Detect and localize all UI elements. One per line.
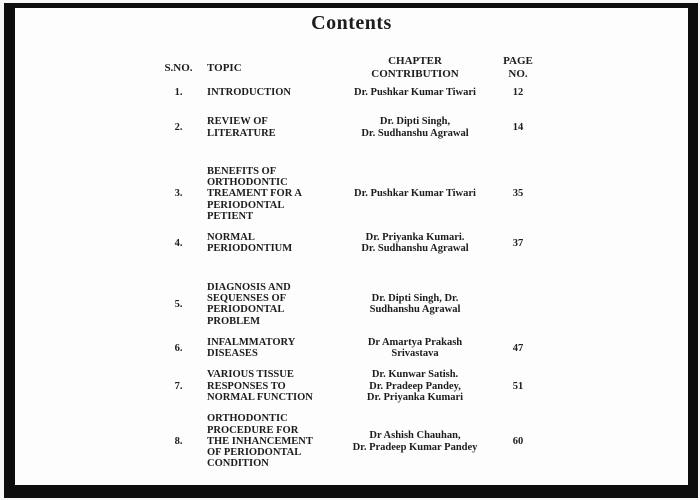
contribution-cell-line: Dr. Dipti Singh, [379, 116, 451, 128]
column-header-contrib [345, 55, 485, 81]
topic-cell-line: DIAGNOSIS AND [207, 281, 291, 293]
topic-cell-line: PERIODONTAL [207, 304, 285, 316]
page-cell-line: 12 [512, 86, 524, 98]
column-header-page [485, 55, 551, 81]
table-row [150, 409, 551, 475]
topic-cell-line: DISEASES [207, 348, 258, 360]
table-row [150, 83, 551, 104]
table-row [150, 333, 551, 366]
topic-cell-line: TREAMENT FOR A [207, 188, 302, 200]
table-row [150, 144, 551, 227]
sno-cell [150, 88, 207, 99]
topic-cell [207, 88, 345, 99]
contribution-cell [345, 338, 485, 361]
page-cell [485, 381, 551, 392]
contribution-cell-line: Dr. Kunwar Satish. [371, 369, 459, 381]
column-header-sno-line: S.NO. [164, 61, 193, 74]
contribution-cell-line: Dr. Priyanka Kumari [366, 392, 464, 404]
topic-cell [207, 166, 345, 222]
contribution-cell [345, 189, 485, 200]
sno-cell-line: 8. [174, 435, 183, 447]
sno-cell [150, 238, 207, 249]
topic-cell [207, 414, 345, 470]
topic-cell-line: PETIENT [207, 210, 254, 222]
contribution-cell [345, 294, 485, 317]
column-header-contrib-line: CONTRIBUTION [371, 68, 459, 81]
contribution-cell [345, 370, 485, 404]
sno-cell-line: 5. [174, 298, 183, 310]
contribution-cell-line: Sudhanshu Agrawal [369, 304, 461, 316]
page-cell [485, 122, 551, 133]
topic-cell-line: PERIODONTIUM [207, 243, 293, 255]
contribution-cell [345, 431, 485, 454]
contents-table [150, 51, 551, 475]
sno-cell [150, 122, 207, 133]
topic-cell-line: ORTHODONTIC [207, 177, 288, 189]
topic-cell-line: ORTHODONTIC [207, 413, 288, 425]
table-row [150, 260, 551, 332]
contribution-cell-line: Dr Ashish Chauhan, [369, 430, 461, 442]
contribution-cell-line: Dr. Pradeep Kumar Pandey [352, 441, 478, 453]
topic-cell-line: NORMAL [207, 232, 255, 244]
sno-cell-line: 4. [174, 237, 183, 249]
topic-cell [207, 338, 345, 361]
contribution-cell-line: Dr. Dipti Singh, Dr. [371, 293, 459, 305]
sno-cell [150, 343, 207, 354]
contribution-cell-line: Dr. Sudhanshu Agrawal [361, 243, 469, 255]
topic-cell-line: OF PERIODONTAL [207, 447, 302, 459]
contribution-cell-line: Dr. Pradeep Pandey, [369, 380, 461, 392]
page-cell [485, 238, 551, 249]
table-row [150, 104, 551, 145]
table-row [150, 365, 551, 409]
column-header-page-line: NO. [508, 68, 528, 81]
topic-cell-line: SEQUENSES OF [207, 293, 287, 305]
sno-cell-line: 6. [174, 342, 183, 354]
topic-cell-line: REVIEW OF [207, 116, 268, 128]
topic-cell-line: NORMAL FUNCTION [207, 392, 313, 404]
page-border [4, 3, 698, 498]
page-cell-line: 14 [512, 121, 524, 133]
topic-cell-line: INTRODUCTION [207, 86, 292, 98]
topic-cell-line: INFALMMATORY [207, 336, 296, 348]
topic-cell [207, 282, 345, 327]
topic-cell-line: RESPONSES TO [207, 380, 286, 392]
topic-cell-line: PERIODONTAL [207, 199, 285, 211]
column-header-topic-line: TOPIC [207, 61, 242, 74]
contribution-cell-line: Dr. Pushkar Kumar Tiwari [354, 188, 476, 200]
sno-cell [150, 381, 207, 392]
column-header-topic [207, 61, 345, 74]
page-cell [485, 436, 551, 447]
page-cell [485, 189, 551, 200]
sno-cell [150, 189, 207, 200]
page-cell-line: 47 [512, 342, 524, 354]
table-body [150, 83, 551, 476]
contribution-cell [345, 233, 485, 256]
topic-cell-line: PROBLEM [207, 315, 261, 327]
page-cell [485, 343, 551, 354]
page-cell-line: 60 [512, 435, 524, 447]
table-header-row [150, 51, 551, 83]
page-title: Contents [311, 12, 392, 34]
sno-cell-line: 1. [174, 86, 183, 98]
topic-cell-line: LITERATURE [207, 127, 276, 139]
contribution-cell-line: Dr. Priyanka Kumari. [365, 232, 465, 244]
sno-cell [150, 436, 207, 447]
page-cell-line: 51 [512, 380, 524, 392]
page-cell-line: 35 [512, 188, 524, 200]
contribution-cell-line: Dr. Sudhanshu Agrawal [361, 127, 469, 139]
page-cell-line: 37 [512, 237, 524, 249]
contribution-cell [345, 117, 485, 140]
topic-cell-line: CONDITION [207, 458, 269, 470]
contribution-cell-line: Srivastava [391, 348, 439, 360]
sno-cell-line: 7. [174, 380, 183, 392]
contribution-cell [345, 88, 485, 99]
table-row [150, 228, 551, 261]
column-header-sno [150, 61, 207, 74]
topic-cell [207, 233, 345, 256]
column-header-contrib-line: CHAPTER [388, 55, 442, 68]
sno-cell [150, 299, 207, 310]
contribution-cell-line: Dr Amartya Prakash [367, 336, 463, 348]
contribution-cell-line: Dr. Pushkar Kumar Tiwari [354, 86, 476, 98]
page-cell [485, 88, 551, 99]
topic-cell [207, 117, 345, 140]
sno-cell-line: 2. [174, 121, 183, 133]
topic-cell-line: BENEFITS OF [207, 165, 277, 177]
topic-cell-line: THE INHANCEMENT [207, 435, 313, 447]
topic-cell [207, 370, 345, 404]
column-header-page-line: PAGE [503, 55, 533, 68]
topic-cell-line: VARIOUS TISSUE [207, 369, 294, 381]
sno-cell-line: 3. [174, 188, 183, 200]
topic-cell-line: PROCEDURE FOR [207, 424, 299, 436]
